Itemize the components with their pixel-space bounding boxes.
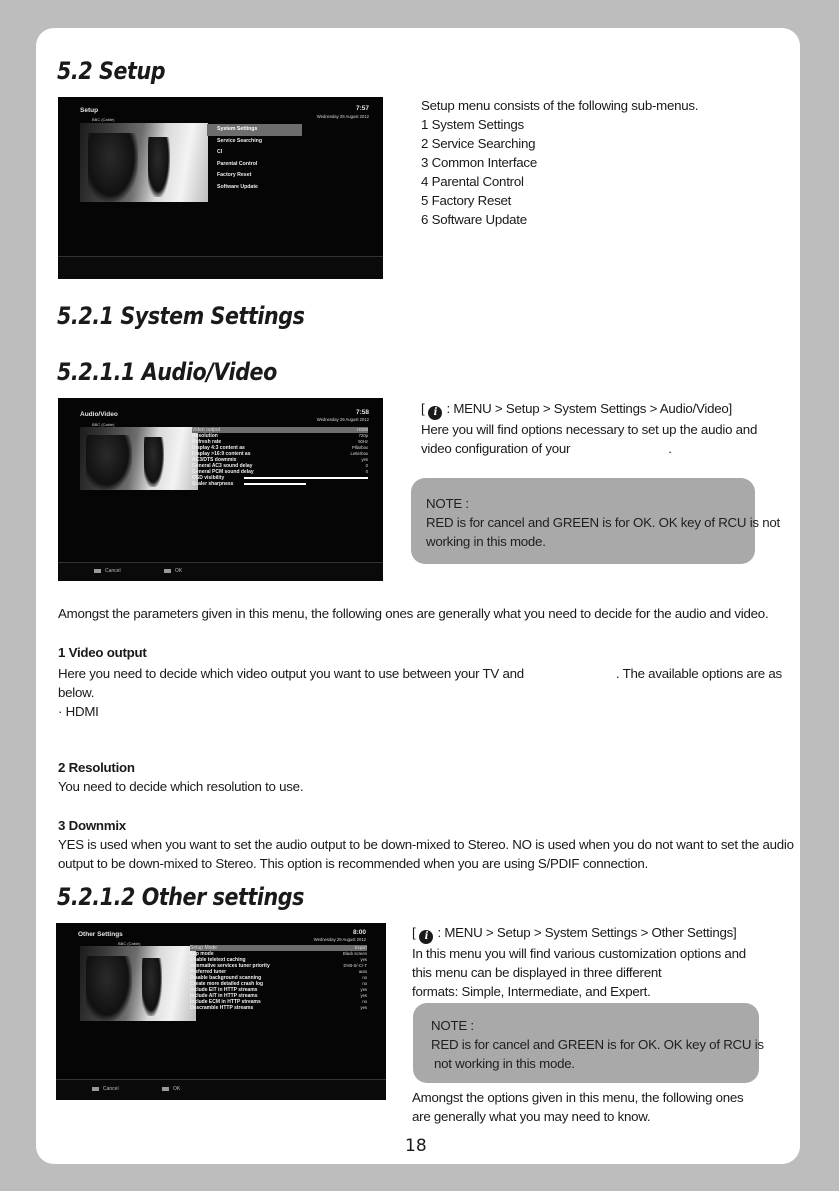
setting-row[interactable]: Alternative services tuner priority DVB-S/-C/-T xyxy=(190,963,367,969)
setting-row[interactable]: Scaler sharpness xyxy=(192,481,368,487)
screen-title: Setup xyxy=(80,107,99,114)
setting-row[interactable]: AC3/DTS downmix yes xyxy=(192,457,368,463)
av-desc-line: video configuration of your xyxy=(421,441,571,456)
screen-footer xyxy=(58,562,383,581)
screen-title: Other Settings xyxy=(78,931,123,938)
screen-date: Wednesday 29 August 2012 xyxy=(316,114,369,119)
tv-preview-image xyxy=(80,123,208,202)
menu-path: : MENU > Setup > System Settings > Other Settings] xyxy=(437,925,737,940)
screen-channel: BBC (Cable) xyxy=(118,941,141,946)
closing-text: Amongst the options given in this menu, the following ones are generally what you may need to know. xyxy=(412,1090,744,1124)
menu-item-ci[interactable]: CI xyxy=(217,149,223,155)
note-line: RED is for cancel and GREEN is for OK. OK key of RCU is not xyxy=(426,515,780,530)
setup-item: 2 Service Searching xyxy=(421,136,536,151)
setting-row[interactable]: Setup Mode Expert xyxy=(190,945,367,951)
resolution-text: You need to decide which resolution to use. xyxy=(58,779,304,794)
setup-screenshot xyxy=(58,97,383,279)
note-label: NOTE : xyxy=(431,1018,474,1033)
setup-item: 3 Common Interface xyxy=(421,155,537,170)
setup-item: 5 Factory Reset xyxy=(421,193,512,208)
menu-item-parental-control[interactable]: Parental Control xyxy=(217,160,258,167)
heading-system-settings: 5.2.1 System Settings xyxy=(57,302,305,330)
other-settings-description: [ i : MENU > Setup > System Settings > Other Settings] In this menu you will find various customization options and this menu can be displayed in three different formats: Simple, Intermediate, and Expert. xyxy=(412,925,746,999)
setup-item: 6 Software Update xyxy=(421,212,527,227)
note-line: working in this mode. xyxy=(426,534,546,549)
screen-time: 7:57 xyxy=(355,105,369,112)
setting-row[interactable]: Include ECM in HTTP streams no xyxy=(190,999,367,1005)
screen-channel: BBC (Cable) xyxy=(92,117,115,122)
note-label: NOTE : xyxy=(426,496,469,511)
info-icon: i xyxy=(419,930,433,944)
screen-time: 7:58 xyxy=(355,409,369,416)
screen-time: 8:00 xyxy=(352,929,366,936)
setting-row[interactable]: OSD visibility xyxy=(192,475,368,481)
cancel-button[interactable]: Cancel xyxy=(94,568,121,574)
other-settings-list xyxy=(190,945,367,1011)
setup-menu xyxy=(207,124,302,193)
video-output-text: Here you need to decide which video output you want to use between your TV and . The available options are as below. · HDMI xyxy=(58,666,782,719)
note-line: RED is for cancel and GREEN is for OK. OK key of RCU is xyxy=(431,1037,764,1052)
other-settings-screenshot xyxy=(56,923,386,1100)
cancel-button[interactable]: Cancel xyxy=(92,1086,119,1092)
setting-row[interactable]: Enable teletext caching yes xyxy=(190,957,367,963)
video-output-option: · HDMI xyxy=(58,704,99,719)
menu-item-software-update[interactable]: Software Update xyxy=(217,183,258,190)
setup-item: 1 System Settings xyxy=(421,117,524,132)
audio-video-settings-list xyxy=(192,427,368,487)
screen-date: Wednesday 29 August 2012 xyxy=(313,937,366,942)
setting-row[interactable]: Include AIT in HTTP streams yes xyxy=(190,993,367,999)
setting-row[interactable]: Preferred tuner auto xyxy=(190,969,367,975)
setting-row[interactable]: Refresh rate 50Hz xyxy=(192,439,368,445)
setup-description xyxy=(421,96,698,229)
page-number: 18 xyxy=(405,1136,427,1156)
tv-preview-image xyxy=(80,946,196,1021)
setting-row[interactable]: Display >16:9 content as Letterbox xyxy=(192,451,368,457)
resolution-heading: 2 Resolution xyxy=(58,760,135,775)
downmix-heading: 3 Downmix xyxy=(58,818,126,833)
note-box xyxy=(413,1003,764,1083)
params-intro: Amongst the parameters given in this menu, the following ones are generally what you need to decide for the audio and video. xyxy=(58,606,769,621)
menu-item-factory-reset[interactable]: Factory Reset xyxy=(217,172,252,178)
ok-button[interactable]: OK xyxy=(164,568,182,574)
setting-row[interactable]: General PCM sound delay 0 xyxy=(192,469,368,475)
audio-video-description: [ i : MENU > Setup > System Settings > Audio/Video] Here you will find options necessary to set up the audio and video configuration of your . xyxy=(421,401,758,456)
setting-row[interactable]: General AC3 sound delay 0 xyxy=(192,463,368,469)
screen-title: Audio/Video xyxy=(80,411,118,418)
setup-intro: Setup menu consists of the following sub-menus. xyxy=(421,98,699,113)
screen-footer xyxy=(56,1079,386,1100)
heading-setup: 5.2 Setup xyxy=(57,57,166,85)
menu-path: : MENU > Setup > System Settings > Audio/Video] xyxy=(446,401,732,416)
setting-row[interactable]: Create more detailed crash log no xyxy=(190,981,367,987)
setup-item: 4 Parental Control xyxy=(421,174,524,189)
setting-row[interactable]: Zap mode Black screen xyxy=(190,951,367,957)
heading-audio-video: 5.2.1.1 Audio/Video xyxy=(57,358,277,386)
setting-row[interactable]: Resolution 720p xyxy=(192,433,368,439)
tv-preview-image xyxy=(80,427,198,490)
info-icon: i xyxy=(428,406,442,420)
setting-row[interactable]: Video output HDMI xyxy=(192,427,368,433)
screen-footer xyxy=(58,256,383,279)
menu-item-service-searching[interactable]: Service Searching xyxy=(217,137,262,144)
downmix-text: YES is used when you want to set the audio output to be down-mixed to Stereo. NO is used when you do not want to set the audio output to be down-mixed to Stereo. This option is recommended when you are using S/PDIF connection. xyxy=(58,837,794,871)
screen-channel: BBC (Cable) xyxy=(92,422,115,427)
screen-date: Wednesday 29 August 2012 xyxy=(316,417,369,422)
setting-row[interactable]: Include EIT in HTTP streams yes xyxy=(190,987,367,993)
av-desc-line: Here you will find options necessary to set up the audio and xyxy=(421,422,758,437)
ok-button[interactable]: OK xyxy=(162,1086,180,1092)
setting-row[interactable]: Disable background scanning no xyxy=(190,975,367,981)
menu-item-system-settings[interactable]: System Settings xyxy=(207,124,302,136)
note-line: not working in this mode. xyxy=(434,1056,575,1071)
note-box xyxy=(411,478,780,564)
setting-row[interactable]: Descramble HTTP streams yes xyxy=(190,1005,367,1011)
audio-video-screenshot xyxy=(58,398,383,581)
setting-row[interactable]: Display 4:3 content as Pillarbox xyxy=(192,445,368,451)
video-output-heading: 1 Video output xyxy=(58,645,147,660)
heading-other-settings: 5.2.1.2 Other settings xyxy=(57,883,305,911)
